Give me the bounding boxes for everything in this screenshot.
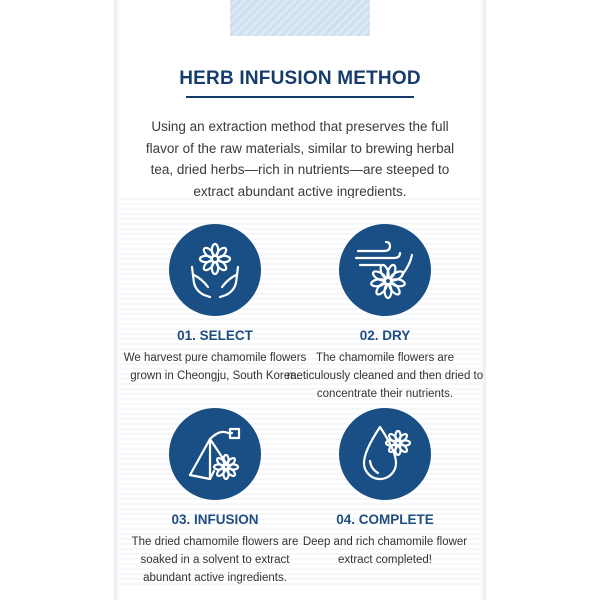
tea-bag-flower-icon (169, 408, 261, 500)
title-underline (186, 96, 414, 98)
droplet-flower-icon (339, 408, 431, 500)
step-label: 03. INFUSION (171, 512, 259, 527)
step-description: The dried chamomile flowers are soaked in a solvent to extract abundant active ingredients. (131, 536, 299, 584)
step-description: Deep and rich chamomile flower extract completed! (302, 536, 468, 566)
tape-decoration (230, 0, 370, 36)
step-label: 01. SELECT (177, 328, 253, 343)
step-description: The chamomile flowers are meticulously cleaned and then dried to concentrate their nutrients. (286, 352, 484, 400)
step-label: 02. DRY (359, 328, 411, 343)
hands-flower-icon (169, 224, 261, 316)
step-dry (285, 224, 485, 403)
step-description: We harvest pure chamomile flowers grown in Cheongju, South Korea. (123, 352, 307, 382)
step-complete (285, 408, 485, 569)
wind-flower-icon (339, 224, 431, 316)
page-title: HERB INFUSION METHOD (179, 68, 421, 89)
intro-text: Using an extraction method that preserves the full flavor of the raw materials, similar to brewing herbal tea, dried herbs—rich in nutrients—are steeped to extract abundant active ingredients. (145, 119, 455, 199)
step-label: 04. COMPLETE (336, 512, 434, 527)
